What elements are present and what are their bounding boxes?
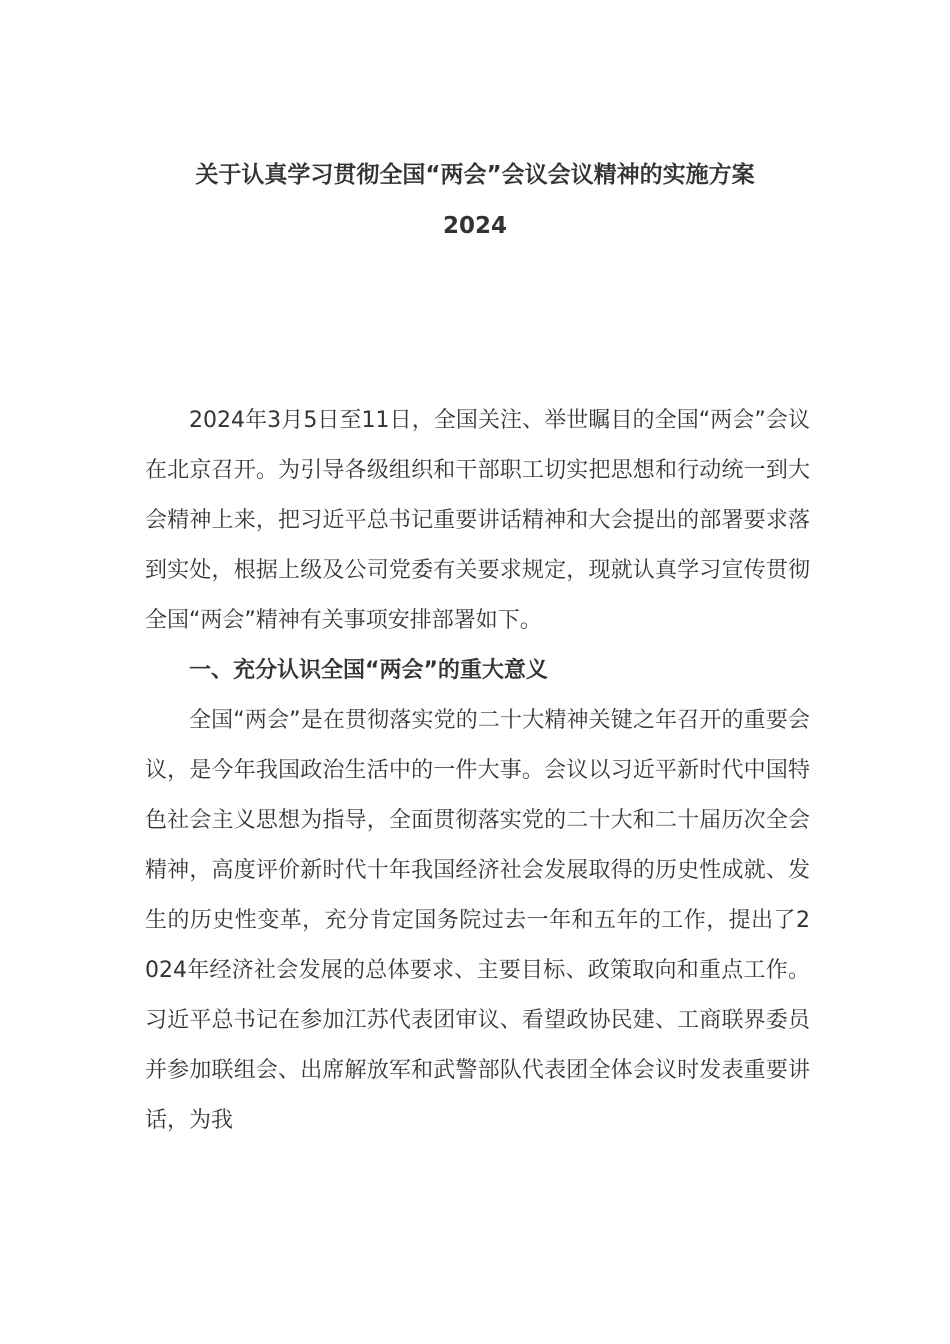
document-body xyxy=(145,396,810,1146)
intro-paragraph: 2024年3月5日至11日，全国关注、举世瞩目的全国“两会”会议在北京召开。为引导各级组织和干部职工切实把思想和行动统一到大会精神上来，把习近平总书记重要讲话精神和大会提出的部署要求落到实处，根据上级及公司党委有关要求规定，现就认真学习宣传贯彻全国“两会”精神有关事项安排部署如下。 xyxy=(145,408,810,633)
document-title: 关于认真学习贯彻全国“两会”会议会议精神的实施方案 xyxy=(195,162,755,188)
section-1-paragraph: 全国“两会”是在贯彻落实党的二十大精神关键之年召开的重要会议，是今年我国政治生活中的一件大事。会议以习近平新时代中国特色社会主义思想为指导，全面贯彻落实党的二十大和二十届历次全会精神，高度评价新时代十年我国经济社会发展取得的历史性成就、发生的历史性变革，充分肯定国务院过去一年和五年的工作，提出了2024年经济社会发展的总体要求、主要目标、政策取向和重点工作。习近平总书记在参加江苏代表团审议、看望政协民建、工商联界委员并参加联组会、出席解放军和武警部队代表团全体会议时发表重要讲话，为我 xyxy=(145,708,810,1133)
section-heading-1: 一、充分认识全国“两会”的重大意义 xyxy=(189,658,548,683)
document-title-year: 2024 xyxy=(442,213,507,239)
